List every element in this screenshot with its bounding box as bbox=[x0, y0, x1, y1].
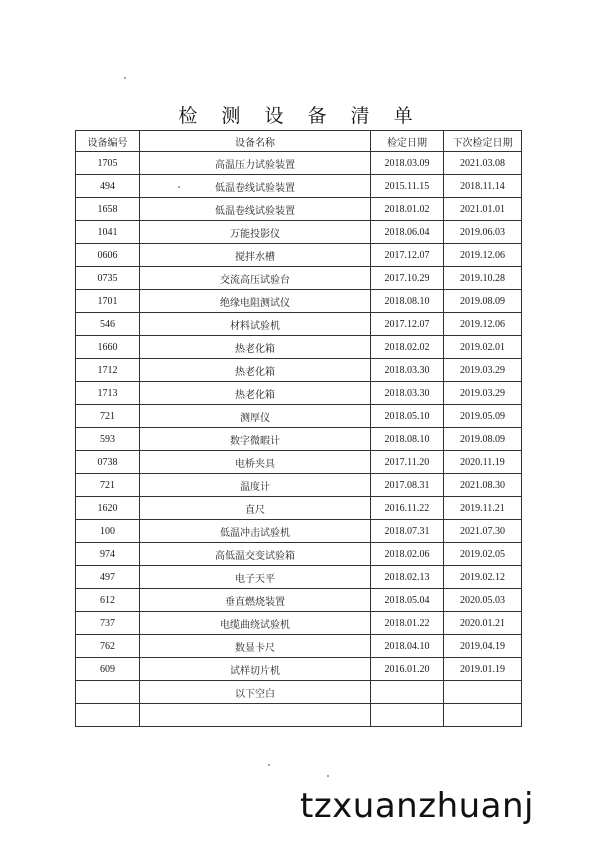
scan-speck bbox=[327, 775, 329, 777]
cell-calibration-date bbox=[371, 704, 444, 727]
table-row bbox=[76, 474, 522, 497]
cell-device-name: 测厚仪 bbox=[140, 405, 371, 428]
cell-device-name: 低温卷线试验装置 bbox=[140, 175, 371, 198]
cell-calibration-date: 2018.01.02 bbox=[371, 198, 444, 221]
cell-calibration-date: 2018.03.09 bbox=[371, 152, 444, 175]
cell-next-calibration-date: 2019.04.19 bbox=[444, 635, 522, 658]
cell-device-id: 737 bbox=[76, 612, 140, 635]
cell-calibration-date: 2015.11.15 bbox=[371, 175, 444, 198]
cell-calibration-date: 2018.03.30 bbox=[371, 382, 444, 405]
table-row bbox=[76, 313, 522, 336]
cell-device-name: 低温卷线试验装置 bbox=[140, 198, 371, 221]
header-next-calibration-date: 下次检定日期 bbox=[444, 131, 522, 152]
table-row bbox=[76, 336, 522, 359]
cell-device-name: 热老化箱 bbox=[140, 382, 371, 405]
cell-calibration-date: 2017.12.07 bbox=[371, 313, 444, 336]
cell-device-id: 1658 bbox=[76, 198, 140, 221]
cell-device-id: 1712 bbox=[76, 359, 140, 382]
table-header-row bbox=[76, 131, 522, 152]
cell-calibration-date: 2018.06.04 bbox=[371, 221, 444, 244]
cell-calibration-date: 2017.10.29 bbox=[371, 267, 444, 290]
cell-calibration-date: 2018.03.30 bbox=[371, 359, 444, 382]
table-row bbox=[76, 267, 522, 290]
cell-device-id: 974 bbox=[76, 543, 140, 566]
cell-next-calibration-date: 2019.02.05 bbox=[444, 543, 522, 566]
cell-next-calibration-date: 2019.08.09 bbox=[444, 290, 522, 313]
table-row bbox=[76, 589, 522, 612]
cell-calibration-date: 2018.02.06 bbox=[371, 543, 444, 566]
cell-calibration-date: 2018.02.13 bbox=[371, 566, 444, 589]
cell-device-id: 721 bbox=[76, 474, 140, 497]
cell-next-calibration-date: 2020.05.03 bbox=[444, 589, 522, 612]
cell-device-id: 100 bbox=[76, 520, 140, 543]
table-row bbox=[76, 566, 522, 589]
cell-next-calibration-date: 2019.12.06 bbox=[444, 244, 522, 267]
cell-device-name: 热老化箱 bbox=[140, 359, 371, 382]
cell-next-calibration-date: 2019.02.12 bbox=[444, 566, 522, 589]
cell-calibration-date bbox=[371, 681, 444, 704]
cell-calibration-date: 2016.11.22 bbox=[371, 497, 444, 520]
cell-next-calibration-date: 2019.05.09 bbox=[444, 405, 522, 428]
table-row bbox=[76, 359, 522, 382]
cell-calibration-date: 2018.08.10 bbox=[371, 290, 444, 313]
cell-device-id: 1620 bbox=[76, 497, 140, 520]
cell-device-id: 609 bbox=[76, 658, 140, 681]
cell-device-id: 1705 bbox=[76, 152, 140, 175]
cell-device-id: 0606 bbox=[76, 244, 140, 267]
cell-calibration-date: 2017.12.07 bbox=[371, 244, 444, 267]
cell-device-id: 494 bbox=[76, 175, 140, 198]
cell-device-name: 交流高压试验台 bbox=[140, 267, 371, 290]
cell-next-calibration-date: 2021.03.08 bbox=[444, 152, 522, 175]
cell-device-id: 1701 bbox=[76, 290, 140, 313]
table-row bbox=[76, 405, 522, 428]
cell-device-id: 0738 bbox=[76, 451, 140, 474]
cell-device-name: 电桥夹具 bbox=[140, 451, 371, 474]
cell-device-name: 低温冲击试验机 bbox=[140, 520, 371, 543]
cell-next-calibration-date: 2021.07.30 bbox=[444, 520, 522, 543]
header-calibration-date: 检定日期 bbox=[371, 131, 444, 152]
watermark-text: tzxuanzhuanj bbox=[300, 786, 535, 826]
header-device-id: 设备编号 bbox=[76, 131, 140, 152]
table-row bbox=[76, 152, 522, 175]
cell-next-calibration-date: 2019.11.21 bbox=[444, 497, 522, 520]
cell-next-calibration-date: 2021.01.01 bbox=[444, 198, 522, 221]
table-row bbox=[76, 451, 522, 474]
cell-device-name: 热老化箱 bbox=[140, 336, 371, 359]
cell-device-name: 万能投影仪 bbox=[140, 221, 371, 244]
cell-next-calibration-date: 2020.01.21 bbox=[444, 612, 522, 635]
cell-device-id bbox=[76, 704, 140, 727]
table-row bbox=[76, 681, 522, 704]
cell-device-name: 以下空白 bbox=[140, 681, 371, 704]
cell-device-id: 762 bbox=[76, 635, 140, 658]
cell-next-calibration-date: 2019.08.09 bbox=[444, 428, 522, 451]
table-row bbox=[76, 221, 522, 244]
cell-device-name: 垂直燃烧装置 bbox=[140, 589, 371, 612]
cell-device-name: 直尺 bbox=[140, 497, 371, 520]
cell-next-calibration-date: 2019.03.29 bbox=[444, 359, 522, 382]
header-device-name: 设备名称 bbox=[140, 131, 371, 152]
table-row bbox=[76, 244, 522, 267]
cell-device-id: 593 bbox=[76, 428, 140, 451]
cell-next-calibration-date: 2019.01.19 bbox=[444, 658, 522, 681]
cell-device-id: 1041 bbox=[76, 221, 140, 244]
cell-device-name: 电缆曲绕试验机 bbox=[140, 612, 371, 635]
cell-next-calibration-date bbox=[444, 704, 522, 727]
cell-calibration-date: 2016.01.20 bbox=[371, 658, 444, 681]
cell-calibration-date: 2018.08.10 bbox=[371, 428, 444, 451]
cell-calibration-date: 2018.02.02 bbox=[371, 336, 444, 359]
cell-next-calibration-date: 2019.10.28 bbox=[444, 267, 522, 290]
cell-device-id: 0735 bbox=[76, 267, 140, 290]
cell-device-name: 电子天平 bbox=[140, 566, 371, 589]
table-row bbox=[76, 704, 522, 727]
table-row bbox=[76, 635, 522, 658]
table-row bbox=[76, 658, 522, 681]
table-row bbox=[76, 198, 522, 221]
table-row bbox=[76, 543, 522, 566]
cell-device-name: 试样切片机 bbox=[140, 658, 371, 681]
cell-device-name bbox=[140, 704, 371, 727]
cell-device-id: 612 bbox=[76, 589, 140, 612]
cell-next-calibration-date: 2020.11.19 bbox=[444, 451, 522, 474]
table-row bbox=[76, 175, 522, 198]
cell-device-id: 721 bbox=[76, 405, 140, 428]
cell-device-name: 高温压力试验装置 bbox=[140, 152, 371, 175]
cell-device-name: 搅拌水槽 bbox=[140, 244, 371, 267]
cell-next-calibration-date: 2018.11.14 bbox=[444, 175, 522, 198]
cell-device-id: 497 bbox=[76, 566, 140, 589]
cell-calibration-date: 2017.11.20 bbox=[371, 451, 444, 474]
cell-device-name: 材料试验机 bbox=[140, 313, 371, 336]
cell-next-calibration-date: 2019.03.29 bbox=[444, 382, 522, 405]
table-row bbox=[76, 612, 522, 635]
cell-next-calibration-date: 2019.06.03 bbox=[444, 221, 522, 244]
cell-device-name: 绝缘电阻测试仪 bbox=[140, 290, 371, 313]
cell-calibration-date: 2017.08.31 bbox=[371, 474, 444, 497]
cell-device-name: 温度计 bbox=[140, 474, 371, 497]
cell-device-id: 1660 bbox=[76, 336, 140, 359]
cell-device-id bbox=[76, 681, 140, 704]
table-row bbox=[76, 520, 522, 543]
cell-next-calibration-date: 2019.12.06 bbox=[444, 313, 522, 336]
table-row bbox=[76, 497, 522, 520]
table-row bbox=[76, 382, 522, 405]
document-title: 检 测 设 备 清 单 bbox=[178, 105, 422, 127]
cell-device-name: 数字微暇计 bbox=[140, 428, 371, 451]
table-row bbox=[76, 290, 522, 313]
cell-next-calibration-date bbox=[444, 681, 522, 704]
cell-device-name: 高低温交变试验箱 bbox=[140, 543, 371, 566]
cell-calibration-date: 2018.07.31 bbox=[371, 520, 444, 543]
cell-calibration-date: 2018.01.22 bbox=[371, 612, 444, 635]
cell-device-id: 546 bbox=[76, 313, 140, 336]
cell-next-calibration-date: 2019.02.01 bbox=[444, 336, 522, 359]
cell-calibration-date: 2018.05.04 bbox=[371, 589, 444, 612]
cell-device-id: 1713 bbox=[76, 382, 140, 405]
scan-speck bbox=[268, 764, 270, 766]
scan-speck bbox=[178, 186, 180, 188]
cell-calibration-date: 2018.05.10 bbox=[371, 405, 444, 428]
cell-calibration-date: 2018.04.10 bbox=[371, 635, 444, 658]
equipment-table bbox=[75, 130, 522, 727]
scan-speck bbox=[124, 77, 126, 79]
cell-device-name: 数显卡尺 bbox=[140, 635, 371, 658]
cell-next-calibration-date: 2021.08.30 bbox=[444, 474, 522, 497]
table-row bbox=[76, 428, 522, 451]
